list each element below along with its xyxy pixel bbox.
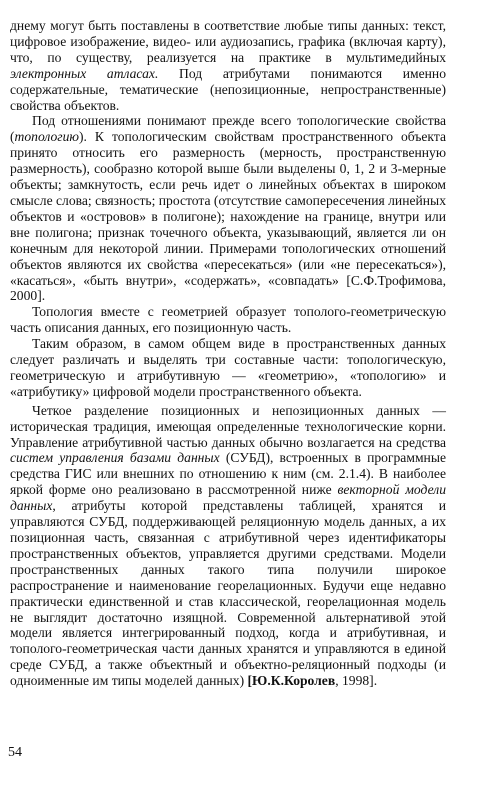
paragraph-2 [10, 113, 446, 304]
text-run: Топология вместе с геометрией образует тополого-геометрическую часть описания данных, его позиционную часть. [10, 304, 446, 336]
text-run: , атрибуты которой представлены таблицей, хранятся и управляются СУБД, поддерживающей реляционную модель данных, а их позиционная часть, связанная с атрибутивной через идентификаторы пространственных объектов, управляется другими средствами. Модели пространственных данных такого типа получили широкое распространение и наименование георелационных. Будучи еще недавно практически единственной и став классической, георелационная модель не выглядит достаточно изящной. Современной альтернативой этой модели является интегрированный подход, когда и атрибутивная, и тополого-геометрическая части данных хранятся и управляются в единой среде СУБД, а также объектный и объектно-реляционный подходы (и одноименные им типы моделей данных) [10, 498, 446, 689]
italic-term: электронных атласах. [10, 65, 159, 81]
text-run: , 1998]. [335, 673, 378, 689]
text-run: днему могут быть поставлены в соответствие любые типы данных: текст, цифровое изображение, видео- или аудиозапись, графика (включая карту), что, по существу, реализуется на практике в мультимедийных [10, 18, 446, 65]
italic-term: топологию [14, 129, 79, 145]
italic-term: систем управления базами данных [10, 450, 220, 466]
text-run: Под отношениями понимают прежде всего топологические свойства ( [10, 113, 446, 145]
paragraph-5 [10, 403, 446, 689]
italic-term: векторной модели данных [10, 482, 447, 514]
text-run: Под атрибутами понимаются именно содержательные, тематические (непозиционные, непространственные) свойства объектов. [10, 65, 446, 113]
page-number: 54 [8, 745, 22, 760]
text-run: ). К топологическим свойствам пространственного объекта принято относить его размерность (мерность, пространственную размерность), сообразно которой выше были выделены 0, 1, 2 и 3-мерные объекты; замкнутость, если речь идет о линейных объектах в широком смысле слова; связность; простота (отсутствие самопересечения линейных объектов и «островов» в полигоне); нахождение на границе, внутри или вне полигона; признак точечного объекта, указывающий, является ли он конечным для некоторой линии. Примерами топологических отношений объектов являются их свойства «пересекаться» (или «не пересекаться»), «касаться», «быть внутри», «содержать», «совпадать» [С.Ф.Трофимова, 2000]. [10, 129, 446, 304]
text-run: (СУБД), встроенных в программные средства ГИС или внешних по отношению к ним (см. 2.1.4). В наиболее яркой форме оно реализовано в рассмотренной ниже [10, 450, 446, 498]
text-run: Четкое разделение позиционных и непозиционных данных — историческая традиция, имеющая определенные технологические корни. Управление атрибутивной частью данных обычно возлагается на средства [10, 402, 446, 450]
bold-citation: [Ю.К.Королев [247, 673, 336, 689]
page-body [10, 18, 446, 689]
paragraph-4 [10, 336, 446, 400]
text-run: Таким образом, в самом общем виде в пространственных данных следует различать и выделять три составные части: топологическую, геометрическую и атрибутивную — «геометрию», «топологию» и «атрибутику» цифровой модели пространственного объекта. [10, 336, 446, 399]
paragraph-3 [10, 304, 446, 336]
paragraph-1 [10, 18, 446, 113]
